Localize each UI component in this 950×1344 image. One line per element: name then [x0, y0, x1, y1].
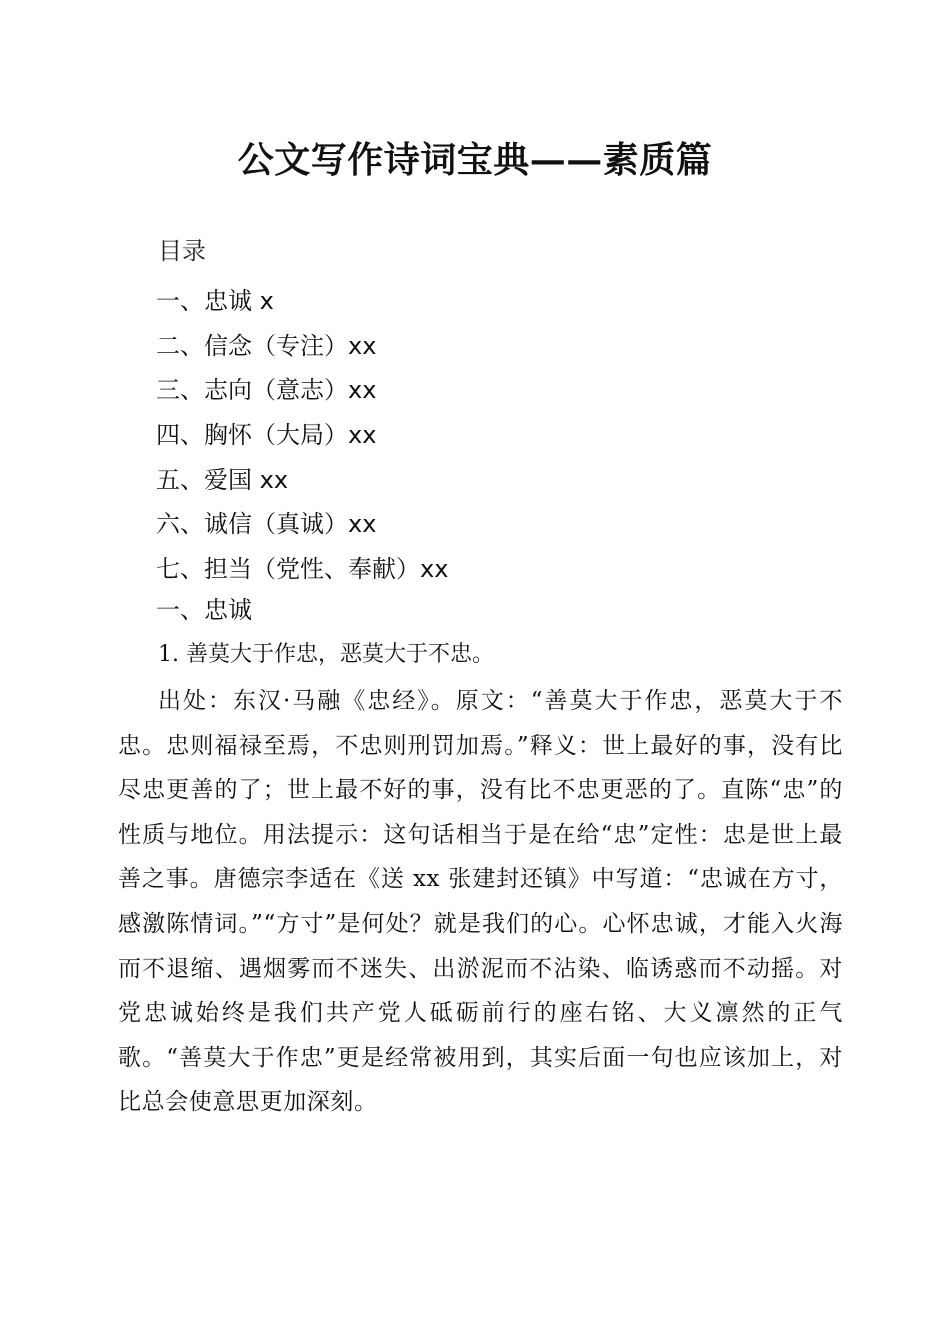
quote-explanation: 出处：东汉·马融《忠经》。原文：“善莫大于作忠，恶莫大于不忠。忠则福禄至焉，不忠则刑罚加焉。”释义：世上最好的事，没有比尽忠更善的了；世上最不好的事，没有比不忠更恶的了。直陈“忠”的性质与地位。用法提示：这句话相当于是在给“忠”定性：忠是世上最善之事。唐德宗李适在《送 xx 张建封还镇》中写道：“忠诚在方寸，感激陈情词。”“方寸”是何处？就是我们的心。心怀忠诚，才能入火海而不退缩、遇烟雾而不迷失、出淤泥而不沾染、临诱惑而不动摇。对党忠诚始终是我们共产党人砥砺前行的座右铭、大义凛然的正气歌。“善莫大于作忠”更是经常被用到，其实后面一句也应该加上，对比总会使意思更加深刻。	[118, 688, 843, 1116]
toc-item: 四、胸怀（大局）xx	[156, 421, 377, 450]
document-title: 公文写作诗词宝典——素质篇	[237, 139, 713, 181]
toc-item: 六、诚信（真诚）xx	[156, 510, 377, 539]
quote-title: 1. 善莫大于作忠，恶莫大于不忠。	[158, 642, 494, 667]
table-of-contents	[156, 279, 448, 592]
toc-item: 七、担当（党性、奉献）xx	[156, 555, 449, 584]
toc-item: 二、信念（专注）xx	[156, 331, 377, 360]
toc-item: 五、爱国 xx	[156, 465, 289, 494]
toc-item: 三、志向（意志）xx	[156, 376, 377, 405]
section-heading: 一、忠诚	[156, 596, 252, 624]
toc-label: 目录	[158, 237, 206, 265]
toc-item: 一、忠诚 x	[156, 287, 274, 315]
